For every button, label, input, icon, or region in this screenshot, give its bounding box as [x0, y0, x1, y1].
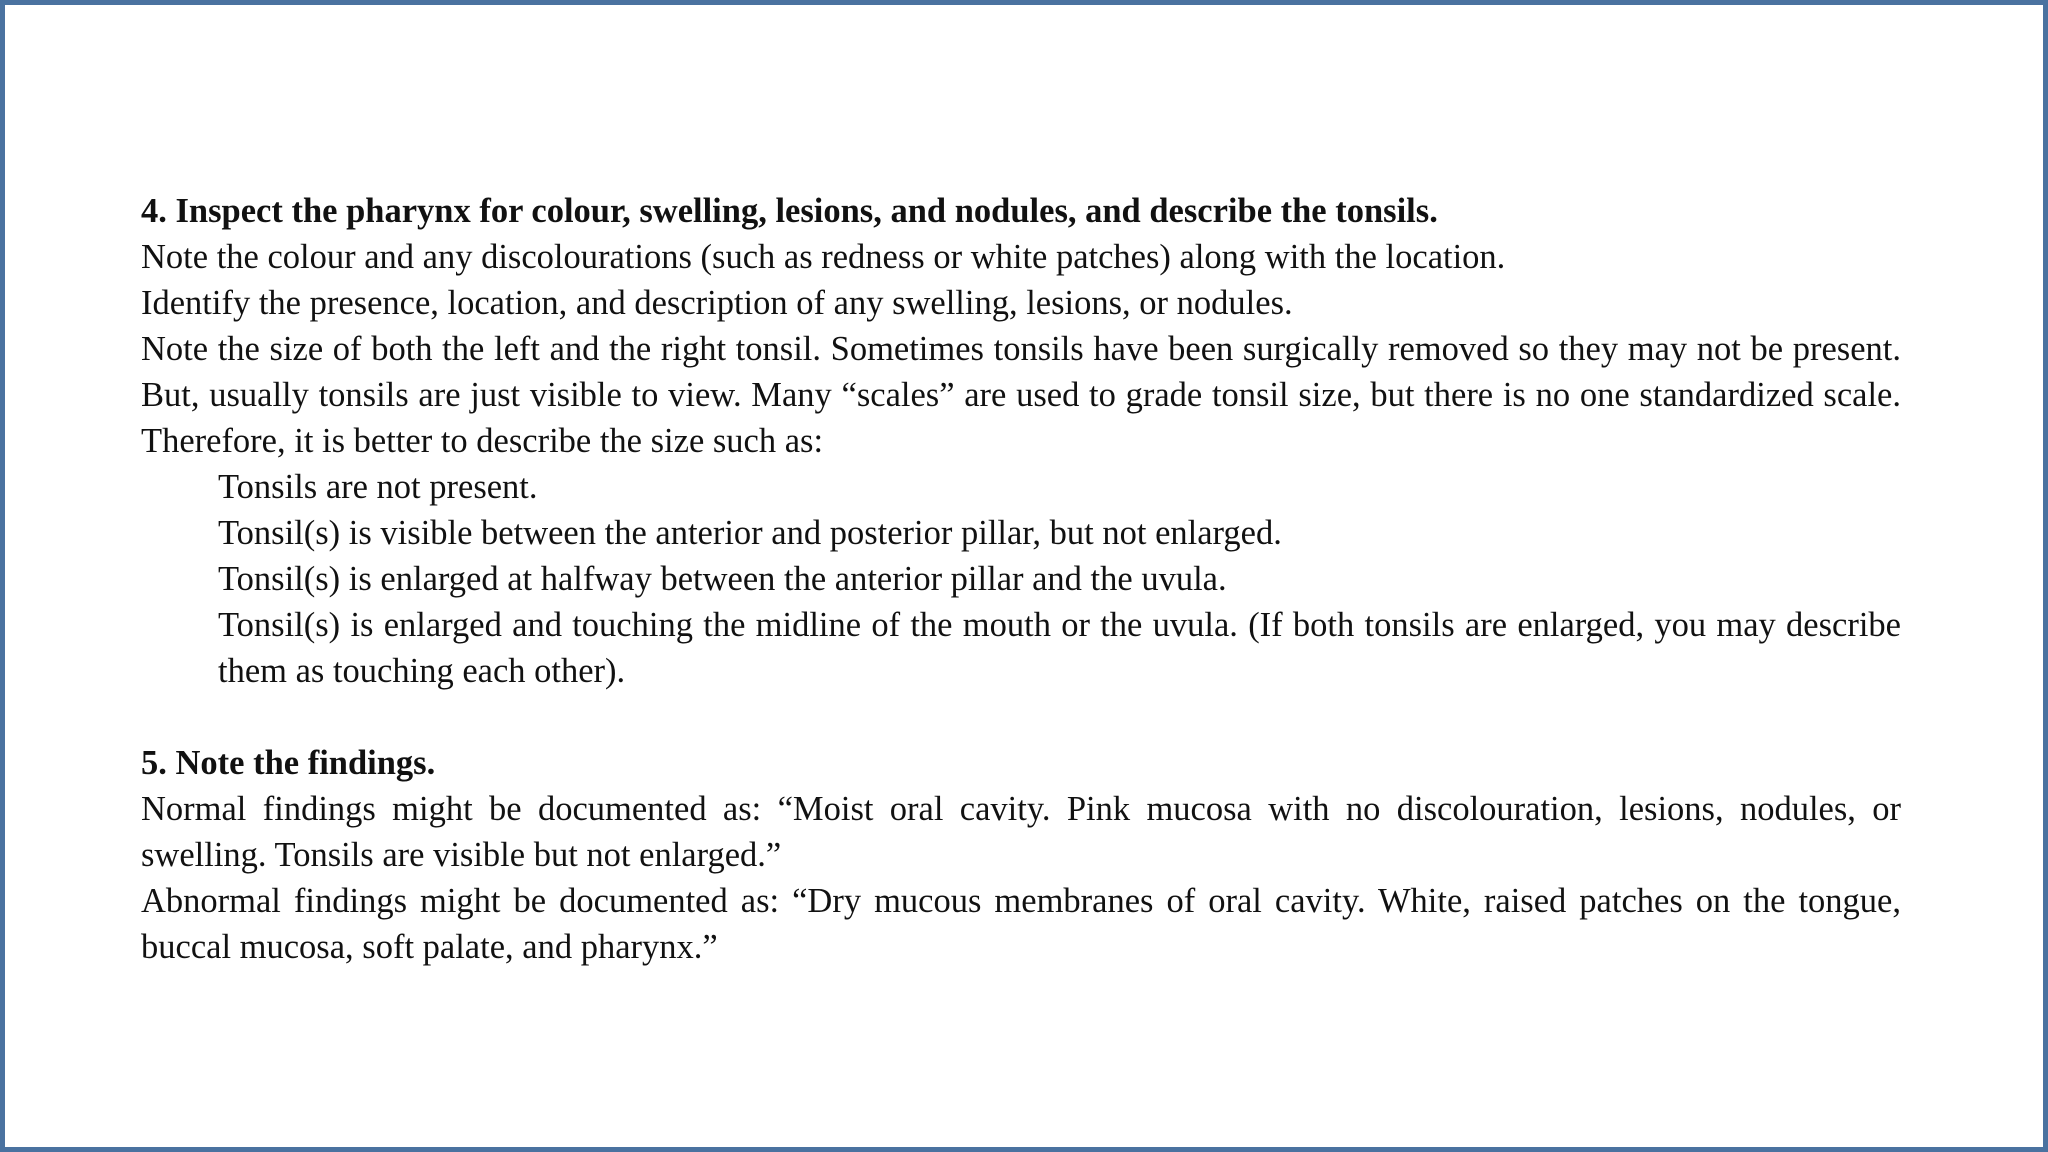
section-4-heading: 4. Inspect the pharynx for colour, swelling, lesions, and nodules, and describe the tonsils.	[141, 192, 1438, 230]
tonsil-size-item: Tonsils are not present.	[218, 468, 538, 506]
section-5-heading: 5. Note the findings.	[141, 744, 436, 782]
section-4-paragraph-colour: Note the colour and any discolourations (such as redness or white patches) along with the location.	[141, 238, 1506, 276]
normal-findings-paragraph: Normal findings might be documented as: “Moist oral cavity. Pink mucosa with no discolouration, lesions, nodules, or swelling. Tonsils are visible but not enlarged.”	[141, 790, 1901, 874]
section-4-paragraph-lesions: Identify the presence, location, and description of any swelling, lesions, or nodules.	[141, 284, 1293, 322]
tonsil-size-item: Tonsil(s) is enlarged and touching the midline of the mouth or the uvula. (If both tonsils are enlarged, you may describe them as touching each other).	[218, 606, 1901, 690]
tonsil-size-item: Tonsil(s) is enlarged at halfway between the anterior pillar and the uvula.	[218, 560, 1227, 598]
tonsil-size-item: Tonsil(s) is visible between the anterior and posterior pillar, but not enlarged.	[218, 514, 1282, 552]
section-4-paragraph-tonsil-size: Note the size of both the left and the right tonsil. Sometimes tonsils have been surgically removed so they may not be present. But, usually tonsils are just visible to view. Many “scales” are used to grade tonsil size, but there is no one standardized scale. Therefore, it is better to describe the size such as:	[141, 330, 1901, 460]
section-spacer	[141, 694, 1901, 740]
slide-content	[141, 188, 1901, 970]
abnormal-findings-paragraph: Abnormal findings might be documented as: “Dry mucous membranes of oral cavity. White, raised patches on the tongue, buccal mucosa, soft palate, and pharynx.”	[141, 882, 1901, 966]
